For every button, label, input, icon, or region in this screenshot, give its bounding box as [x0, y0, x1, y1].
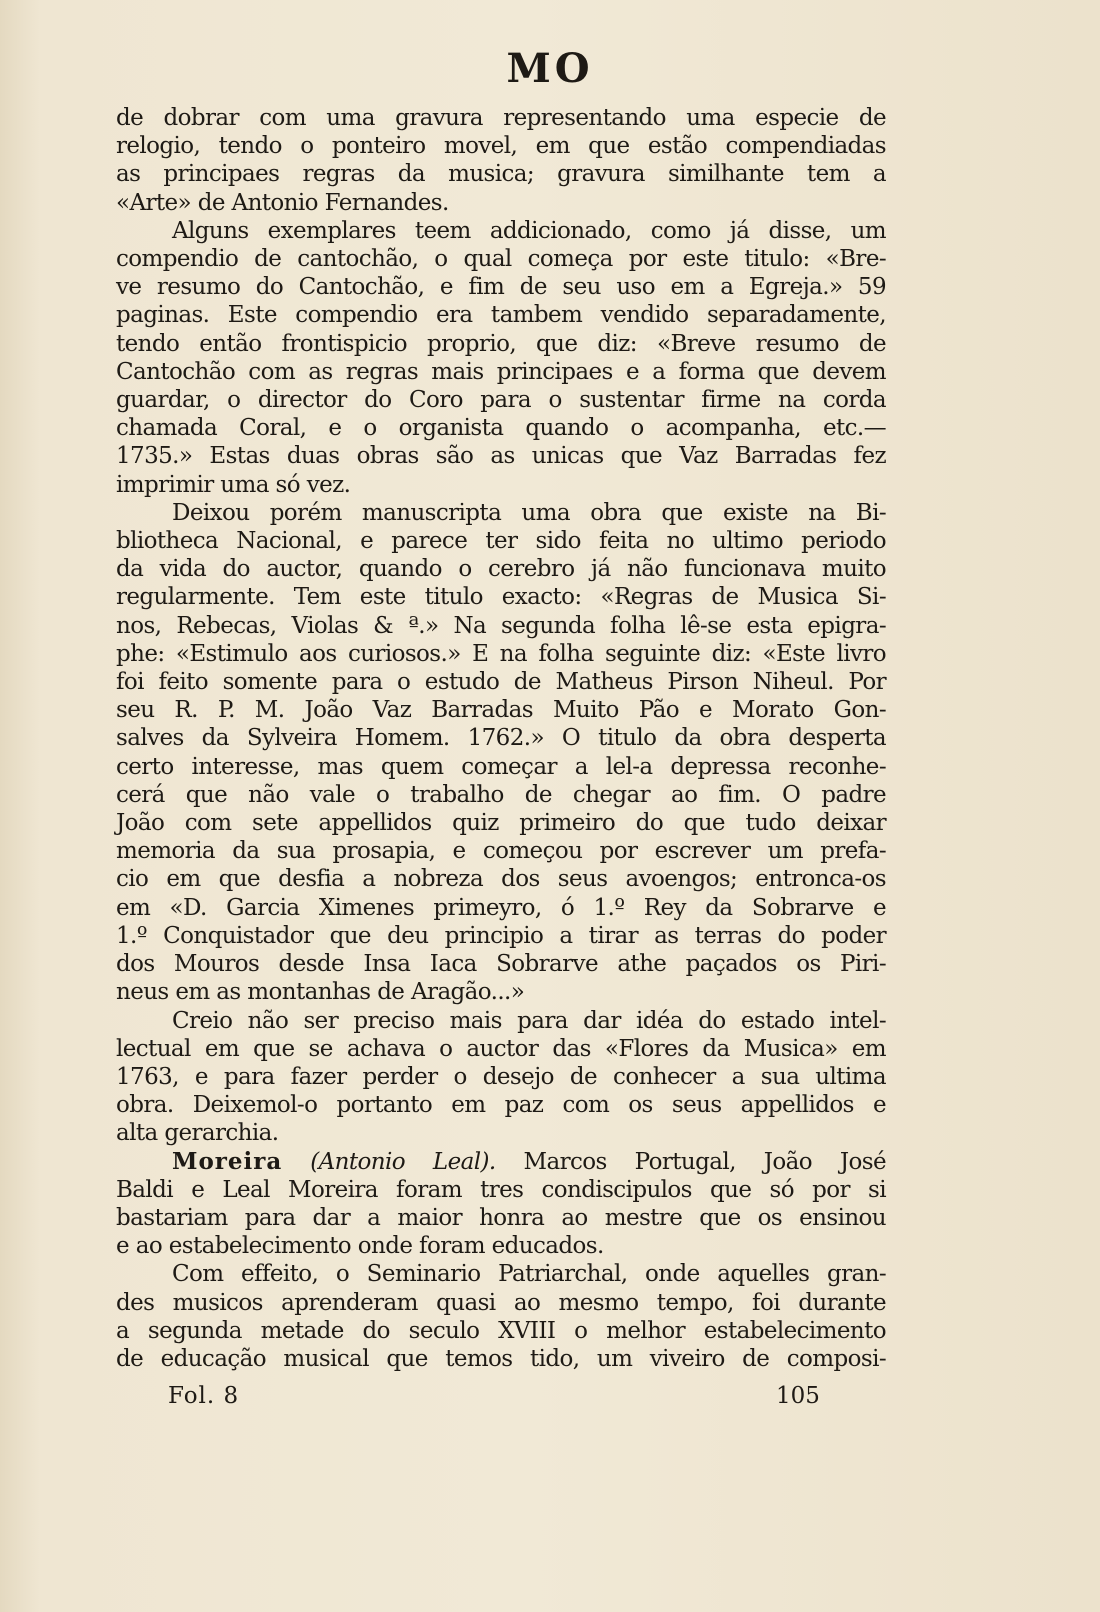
- text-line: em «D. Garcia Ximenes primeyro, ó 1.º Rey da Sobrarve e: [116, 894, 886, 921]
- text-line: guardar, o director do Coro para o sustentar firme na corda: [116, 387, 886, 414]
- text-line: seu R. P. M. João Vaz Barradas Muito Pão e Morato Gon-: [116, 697, 886, 724]
- text-line: des musicos aprenderam quasi ao mesmo tempo, foi durante: [116, 1289, 886, 1316]
- text-line: imprimir uma só vez.: [116, 471, 351, 498]
- text-line: bliotheca Nacional, e parece ter sido feita no ultimo periodo: [116, 528, 886, 555]
- paragraph: [116, 217, 886, 499]
- text-line: relogio, tendo o ponteiro movel, em que estão compendiadas: [116, 133, 886, 160]
- text-line: 1735.» Estas duas obras são as unicas que Vaz Barradas fez: [116, 443, 886, 470]
- signature-mark: Fol. 8: [168, 1383, 240, 1409]
- text-line: certo interesse, mas quem começar a lel-a depressa reconhe-: [116, 753, 886, 780]
- text-line: obra. Deixemol-o portanto em paz com os seus appellidos e: [116, 1092, 886, 1119]
- text-line: alta gerarchia.: [116, 1120, 279, 1147]
- text-line: salves da Sylveira Homem. 1762.» O titulo da obra desperta: [116, 725, 886, 752]
- text-line: de dobrar com uma gravura representando uma especie de: [116, 105, 886, 131]
- text-line: paginas. Este compendio era tambem vendido separadamente,: [116, 302, 886, 329]
- text-line: foi feito somente para o estudo de Matheus Pirson Niheul. Por: [116, 669, 886, 696]
- text-line: 1763, e para fazer perder o desejo de conhecer a sua ultima: [116, 1063, 886, 1090]
- text-line: as principaes regras da musica; gravura similhante tem a: [116, 161, 886, 188]
- text-line: neus em as montanhas de Aragão...»: [116, 979, 525, 1006]
- paragraph: [116, 1007, 886, 1148]
- text-line: memoria da sua prosapia, e começou por escrever um prefa-: [116, 838, 886, 865]
- paragraph: [116, 499, 886, 1007]
- text-line: dos Mouros desde Insa Iaca Sobrarve athe paçados os Piri-: [116, 951, 886, 978]
- entry-first-line-text: Marcos Portugal, João José: [495, 1148, 886, 1175]
- text-line: de educação musical que temos tido, um viveiro de composi-: [116, 1345, 886, 1372]
- text-line: João com sete appellidos quiz primeiro do que tudo deixar: [116, 810, 886, 837]
- text-line: Baldi e Leal Moreira foram tres condiscipulos que só por si: [116, 1176, 886, 1203]
- text-line: da vida do auctor, quando o cerebro já não funcionava muito: [116, 556, 886, 583]
- text-line: e ao estabelecimento onde foram educados.: [116, 1233, 604, 1260]
- text-line: «Arte» de Antonio Fernandes.: [116, 189, 449, 216]
- text-line: bastariam para dar a maior honra ao mestre que os ensinou: [116, 1204, 886, 1231]
- text-line: chamada Coral, e o organista quando o acompanha, etc.—: [116, 415, 886, 442]
- text-line: a segunda metade do seculo XVIII o melhor estabelecimento: [116, 1317, 886, 1344]
- entry-subtitle: (Antonio Leal).: [310, 1148, 496, 1175]
- paragraph: [116, 1260, 886, 1373]
- text-line: phe: «Estimulo aos curiosos.» E na folha seguinte diz: «Este livro: [116, 640, 886, 667]
- entry-headword: Moreira: [172, 1147, 283, 1175]
- paragraph: [116, 104, 886, 217]
- text-line: nos, Rebecas, Violas & ª.» Na segunda folha lê-se esta epigra-: [116, 612, 886, 639]
- text-line: tendo então frontispicio proprio, que diz: «Breve resumo de: [116, 330, 886, 357]
- dictionary-entry: [116, 1148, 886, 1261]
- text-line: regularmente. Tem este titulo exacto: «Regras de Musica Si-: [116, 584, 886, 611]
- text-line: compendio de cantochão, o qual começa por este titulo: «Bre-: [116, 246, 886, 273]
- text-line: lectual em que se achava o auctor das «Flores da Musica» em: [116, 1035, 886, 1062]
- text-line: cerá que não vale o trabalho de chegar ao fim. O padre: [116, 781, 886, 808]
- text-line: Cantochão com as regras mais principaes e a forma que devem: [116, 358, 886, 385]
- body-text: [116, 104, 886, 1373]
- text-line: 1.º Conquistador que deu principio a tirar as terras do poder: [116, 922, 886, 949]
- text-line: Creio não ser preciso mais para dar idéa do estado intel-: [172, 1007, 886, 1034]
- entry-first-line: [116, 1148, 886, 1176]
- text-line: Alguns exemplares teem addicionado, como já disse, um: [172, 217, 886, 244]
- page-number: 105: [776, 1383, 820, 1409]
- text-line: Com effeito, o Seminario Patriarchal, onde aquelles gran-: [172, 1261, 886, 1288]
- text-line: cio em que desfia a nobreza dos seus avoengos; entronca-os: [116, 866, 886, 893]
- text-line: Deixou porém manuscripta uma obra que existe na Bi-: [172, 499, 886, 526]
- running-header: MO: [506, 45, 594, 92]
- text-line: ve resumo do Cantochão, e fim de seu uso em a Egreja.» 59: [116, 274, 886, 301]
